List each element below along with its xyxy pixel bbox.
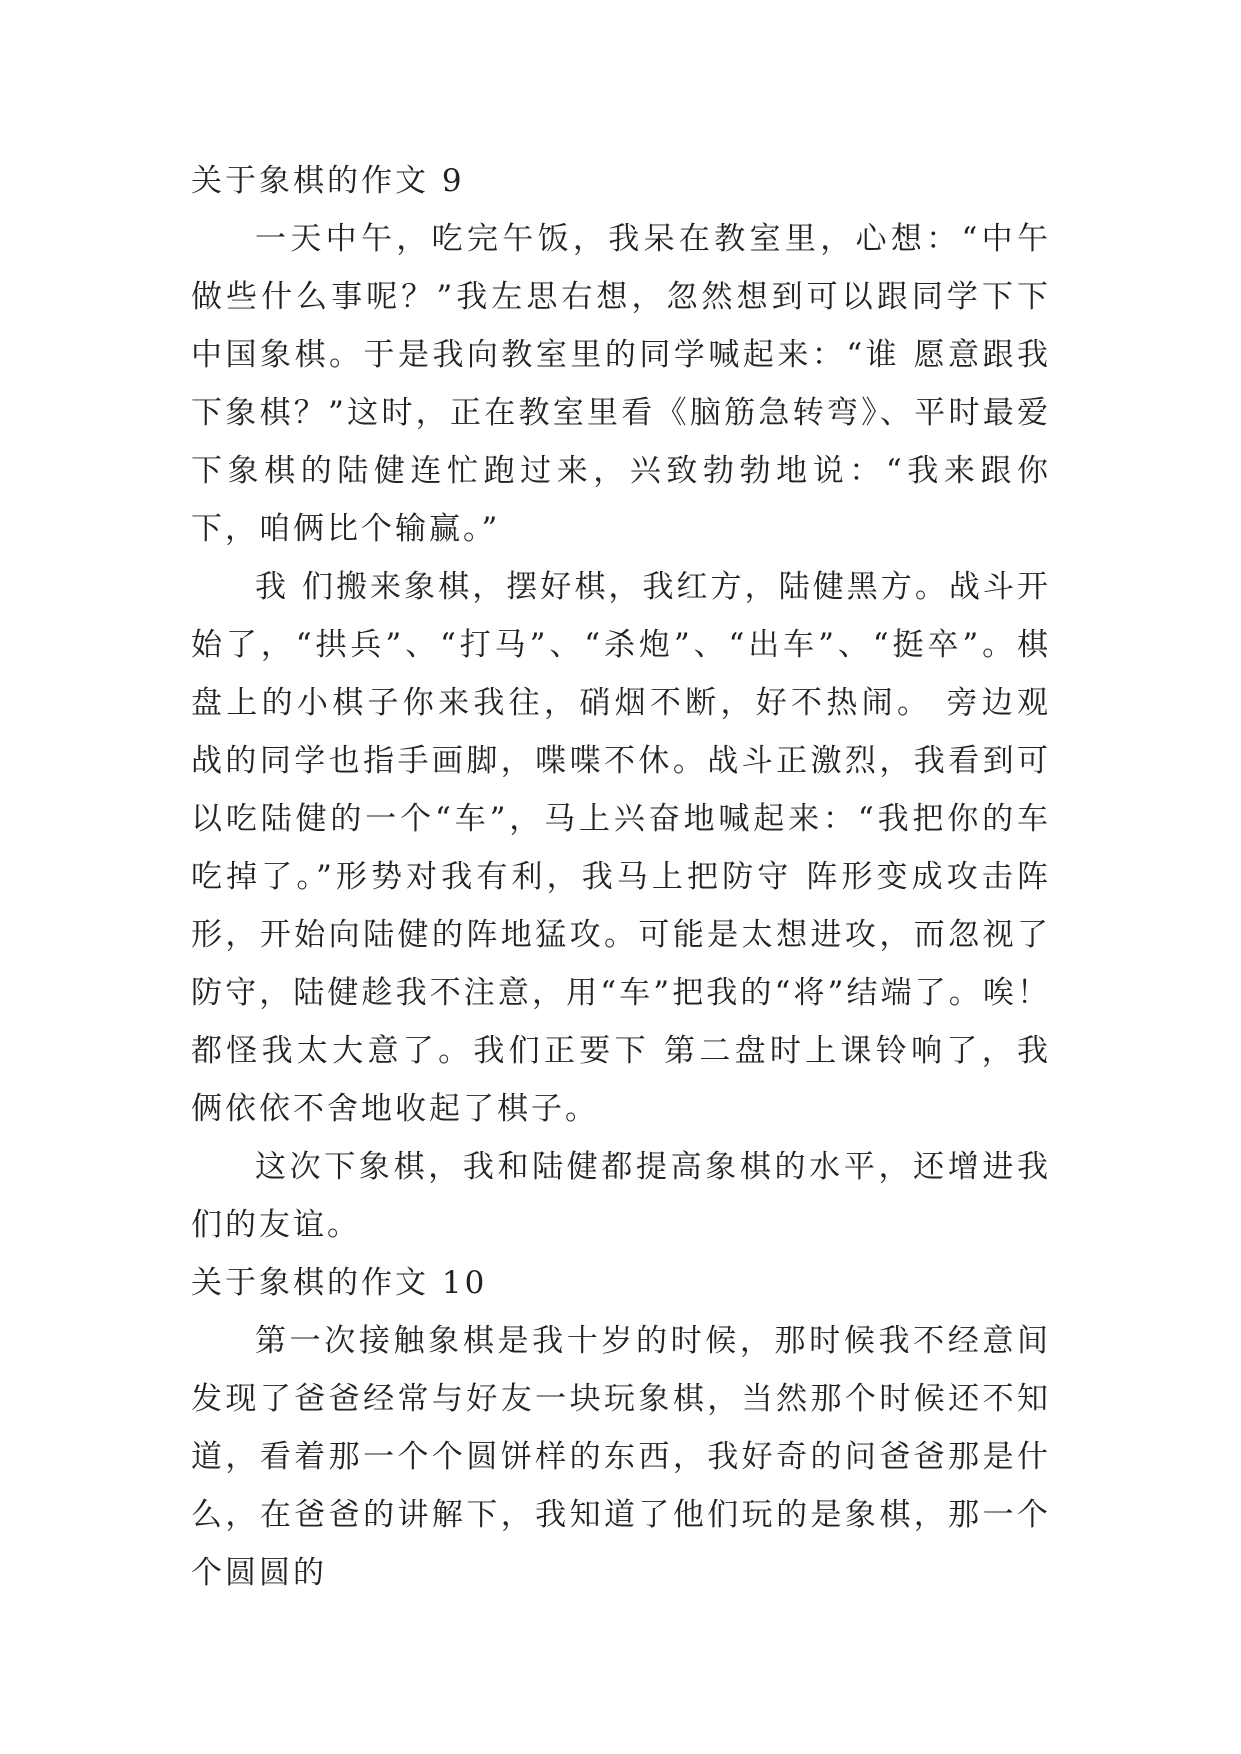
paragraph: 我 们搬来象棋，摆好棋，我红方，陆健黑方。战斗开始了，“拱兵”、“打马”、“杀炮”、“出车”、“挺卒”。棋盘上的小棋子你来我往，硝烟不断，好不热闹。 旁边观战的同学也指手画脚，喋喋不休。战斗正激烈，我看到可以吃陆健的一个“车”，马上兴奋地喊起来：“我把你的车吃掉了。”形势对我有利，我马上把防守 阵形变成攻击阵形，开始向陆健的阵地猛攻。可能是太想进攻，而忽视了防守，陆健趁我不注意，用“车”把我的“将”结端了。唉！都怪我太大意了。我们正要下 第二盘时上课铃响了，我俩依依不舍地收起了棋子。: [191, 569, 1051, 1127]
document-body: [191, 152, 1051, 1602]
essay-section-9: [191, 152, 1051, 1254]
paragraph: 一天中午，吃完午饭，我呆在教室里，心想：“中午做些什么事呢？”我左思右想，忽然想到可以跟同学下下中国象棋。于是我向教室里的同学喊起来：“谁 愿意跟我下象棋？”这时，正在教室里看《脑筋急转弯》、平时最爱下象棋的陆健连忙跑过来，兴致勃勃地说：“我来跟你下，咱俩比个输赢。”: [191, 221, 1051, 547]
paragraph: 第一次接触象棋是我十岁的时候，那时候我不经意间发现了爸爸经常与好友一块玩象棋，当然那个时候还不知道，看着那一个个圆饼样的东西，我好奇的问爸爸那是什么，在爸爸的讲解下，我知道了他们玩的是象棋，那一个个圆圆的: [191, 1323, 1051, 1591]
section-heading: 关于象棋的作文 9: [191, 163, 465, 199]
section-heading: 关于象棋的作文 10: [191, 1265, 488, 1301]
paragraph: 这次下象棋，我和陆健都提高象棋的水平，还增进我们的友谊。: [191, 1149, 1051, 1243]
essay-section-10: [191, 1254, 1051, 1602]
